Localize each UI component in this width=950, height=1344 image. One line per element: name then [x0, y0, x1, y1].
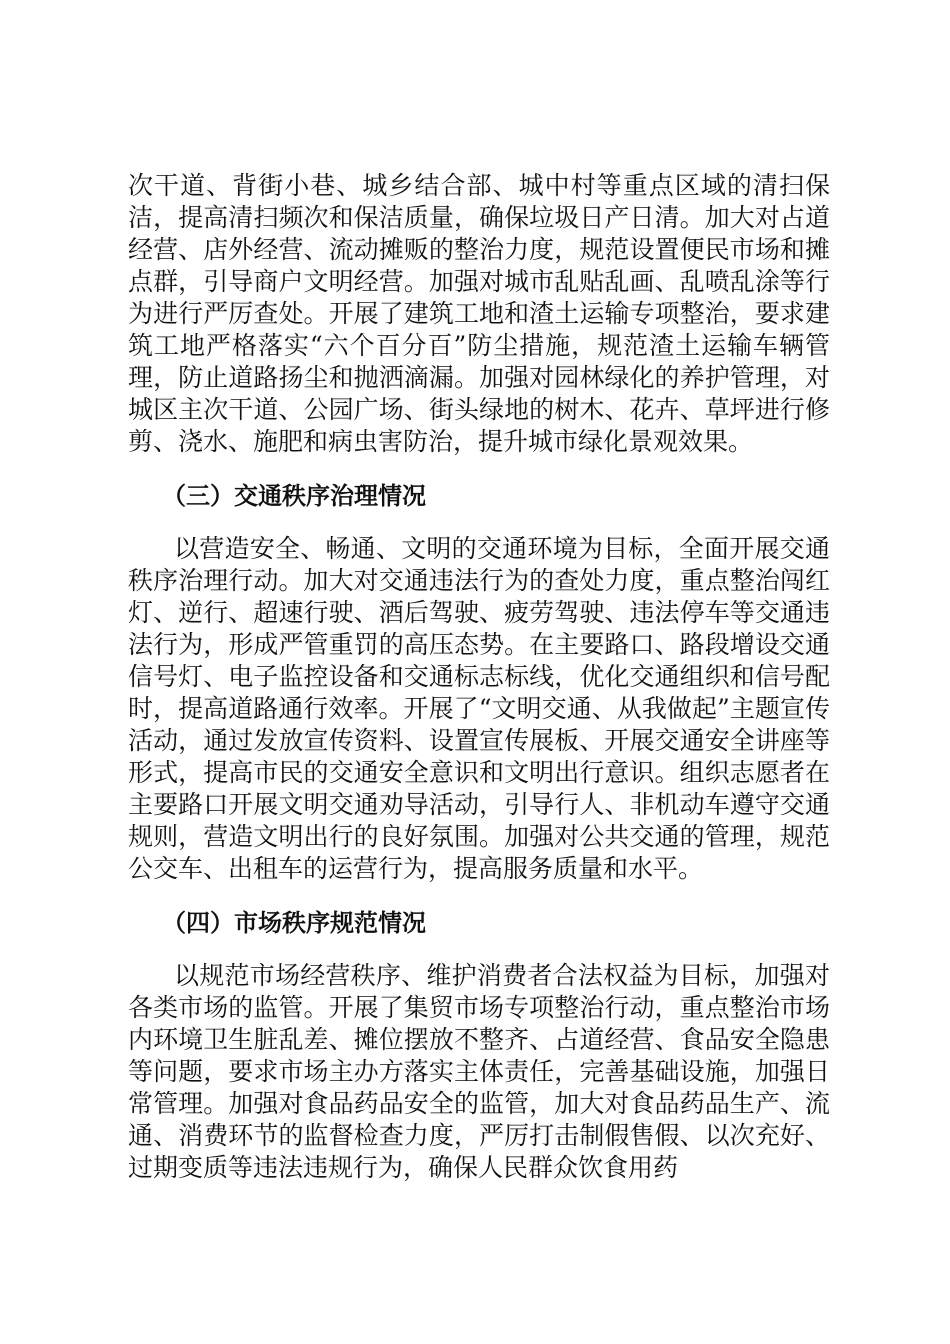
document-body [128, 170, 830, 1184]
section-heading-traffic-order: （三）交通秩序治理情况 [162, 482, 426, 510]
paragraph-market-order: 以规范市场经营秩序、维护消费者合法权益为目标，加强对各类市场的监管。开展了集贸市场专项整治行动，重点整治市场内环境卫生脏乱差、摊位摆放不整齐、占道经营、食品安全隐患等问题，要求市场主办方落实主体责任，完善基础设施，加强日常管理。加强对食品药品安全的监管，加大对食品药品生产、流通、消费环节的监督检查力度，严厉打击制假售假、以次充好、过期变质等违法违规行为，确保人民群众饮食用药 [128, 961, 830, 1182]
paragraph-city-cleaning: 次干道、背街小巷、城乡结合部、城中村等重点区域的清扫保洁，提高清扫频次和保洁质量，确保垃圾日产日清。加大对占道经营、店外经营、流动摊贩的整治力度，规范设置便民市场和摊点群，引导商户文明经营。加强对城市乱贴乱画、乱喷乱涂等行为进行严厉查处。开展了建筑工地和渣土运输专项整治，要求建筑工地严格落实“六个百分百”防尘措施，规范渣土运输车辆管理，防止道路扬尘和抛洒滴漏。加强对园林绿化的养护管理，对城区主次干道、公园广场、街头绿地的树木、花卉、草坪进行修剪、浇水、施肥和病虫害防治，提升城市绿化景观效果。 [128, 171, 830, 456]
section-heading-market-order: （四）市场秩序规范情况 [162, 909, 426, 937]
paragraph-traffic-order: 以营造安全、畅通、文明的交通环境为目标，全面开展交通秩序治理行动。加大对交通违法行为的查处力度，重点整治闯红灯、逆行、超速行驶、酒后驾驶、疲劳驾驶、违法停车等交通违法行为，形成严管重罚的高压态势。在主要路口、路段增设交通信号灯、电子监控设备和交通标志标线，优化交通组织和信号配时，提高道路通行效率。开展了“文明交通、从我做起”主题宣传活动，通过发放宣传资料、设置宣传展板、开展交通安全讲座等形式，提高市民的交通安全意识和文明出行意识。组织志愿者在主要路口开展文明交通劝导活动，引导行人、非机动车遵守交通规则，营造文明出行的良好氛围。加强对公共交通的管理，规范公交车、出租车的运营行为，提高服务质量和水平。 [128, 534, 830, 883]
